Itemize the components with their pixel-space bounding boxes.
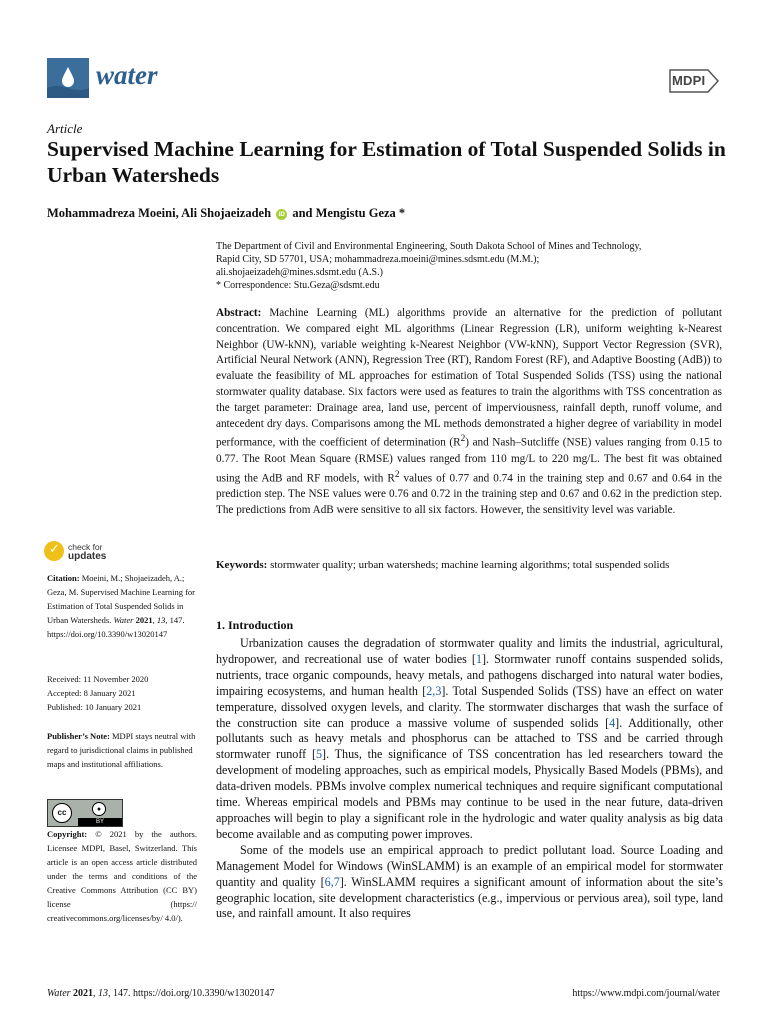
affiliation-line: Rapid City, SD 57701, USA; mohammadreza.moeini@mines.sdsmt.edu (M.M.);	[216, 254, 540, 265]
correspondence: * Correspondence: Stu.Geza@sdsmt.edu	[216, 280, 380, 291]
text: ]. Additionally, other pollutants such as heavy metals and phosphorus can be attached to TSS and be carried through stormwater runoff [	[216, 715, 723, 762]
keywords-text: stormwater quality; urban watersheds; machine learning algorithms; total suspended solids	[267, 559, 670, 571]
reference-link[interactable]: 1	[475, 651, 483, 666]
keywords-label: Keywords:	[216, 559, 268, 571]
affiliation-line: The Department of Civil and Environmental Engineering, South Dakota School of Mines and Technology,	[216, 241, 642, 252]
superscript: 2	[394, 469, 400, 480]
introduction-body	[216, 636, 723, 922]
abstract-label: Abstract:	[216, 307, 262, 319]
check-label: check for	[68, 542, 103, 552]
citation-text: Moeini, M.; Shojaeizadeh, A.; Geza, M. Supervised Machine Learning for Estimation of Total Suspended Solids in Urban Watersheds.	[47, 573, 195, 625]
publisher-note	[47, 729, 197, 771]
copyright-text: © 2021 by the authors. Licensee MDPI, Basel, Switzerland. This article is an open access article distributed under the terms and conditions of the Creative Commons Attribution (CC BY) license (https:// creativecommons.org/licenses/by/ 4.0/).	[47, 829, 197, 923]
citation-block	[47, 571, 197, 641]
abstract-text: Machine Learning (ML) algorithms provide an alternative for the prediction of pollutant concentration. We compared eight ML algorithms (Linear Regression (LR), uniform weighting k-Nearest Neighbor (UW-kNN), variable weighting k-Nearest Neighbor (VW-kNN), Support Vector Regression (SVR), Artificial Neural Network (ANN), Regression Tree (RT), Random Forest (RF), and Adaptive Boosting (AdB)) to evaluate the feasibility of ML approaches for estimation of Total Suspended Solids (TSS) using the national stormwater quality database. Six factors were used as features to train the algorithms with TSS concentration as the target parameter: Drainage area, land use, percent of imperviousness, rainfall depth, runoff volume, and antecedent dry days. Comparisons among the ML methods demonstrated a higher degree of variability in model performance, with the coefficient of determination (R	[216, 307, 722, 450]
received-date: Received: 11 November 2020	[47, 674, 149, 684]
affiliation-line: ali.shojaeizadeh@mines.sdsmt.edu (A.S.)	[216, 267, 383, 278]
abstract-text: ) and Nash–Sutcliffe (NSE) values ranging from 0.15 to 0.77. The Root Mean Square (RMSE) values ranged from 110 mg/L to 220 mg/L. The best fit was obtained using the AdB and RF models, with R	[216, 437, 723, 485]
footer-doi[interactable]: , 147. https://doi.org/10.3390/w13020147	[108, 988, 275, 999]
pubnote-label: Publisher’s Note:	[47, 731, 110, 741]
citation-year: 2021	[133, 615, 153, 625]
author-list	[47, 206, 405, 221]
author-names-last: and Mengistu Geza *	[292, 206, 406, 220]
journal-logo	[47, 58, 89, 98]
water-drop-icon	[47, 58, 89, 98]
superscript: 2	[460, 434, 466, 445]
footer-journal-url[interactable]: https://www.mdpi.com/journal/water	[572, 988, 720, 999]
abstract-text: values of 0.77 and 0.74 in the training step and 0.67 and 0.64 in the prediction step. The NSE values were 0.76 and 0.72 in the training step and 0.67 and 0.62 in the prediction step. The predictions from AdB were sensitive to all six factors. However, the sensitivity level was variable.	[216, 472, 723, 517]
reference-link[interactable]: 2,3	[426, 683, 442, 698]
copyright-label: Copyright:	[47, 829, 88, 839]
reference-link[interactable]: 4	[609, 715, 616, 730]
footer-journal: Water	[47, 988, 71, 999]
paragraph	[216, 636, 723, 843]
text: ]. Stormwater runoff contains suspended solids, nutrients, trace organic compounds, heavy metals, and pathogens discharged into natural water bodies, impairing ecosystems, and human health [	[216, 651, 724, 698]
footer-volume: , 13	[93, 988, 109, 999]
keywords	[216, 559, 726, 571]
cc-icon: cc	[52, 803, 72, 823]
affiliation-block	[216, 240, 726, 292]
accepted-date: Accepted: 8 January 2021	[47, 688, 136, 698]
cc-license-badge[interactable]	[47, 799, 123, 827]
citation-label: Citation:	[47, 573, 80, 583]
updates-label: updates	[68, 551, 107, 562]
citation-doi[interactable]: , 147. https://doi.org/10.3390/w13020147	[47, 615, 185, 639]
text: Some of the models use an empirical approach to predict pollutant load. Source Loading and Management Model for Windows (WinSLAMM) is an example of an empirical model for stormwater quantity and quality [	[216, 842, 723, 889]
dates-block	[47, 672, 197, 714]
article-title: Supervised Machine Learning for Estimation of Total Suspended Solids in Urban Watersheds	[47, 137, 726, 187]
reference-link[interactable]: 5	[316, 747, 323, 762]
check-for-updates-button[interactable]	[44, 540, 144, 564]
text: Urbanization causes the degradation of stormwater quality and limits the industrial, agricultural, hydropower, and recreational use of water bodies [	[216, 636, 723, 666]
section-heading: 1. Introduction	[216, 618, 294, 632]
publisher-logo[interactable]	[668, 66, 722, 96]
orcid-icon[interactable]: iD	[276, 209, 287, 220]
text: ]. Total Suspended Solids (TSS) have an effect on water temperature, dissolved oxygen levels, and clarity. The stormwater discharges that wash the surface of the construction site can produce a massive volume of suspended solids [	[216, 683, 723, 730]
text: ]. Thus, the significance of TSS concentration has led researchers toward the development of modeling approaches, such as empirical models, Physically Based Models (PBMs), and data-driven models. PBMs involve complex numerical techniques and require significant computational time. Whereas empirical models and PBMs may continue to be used in the near future, data-driven approaches will begin to play a significant role in the hydrologic and water quality analysis as big data become available and as computing power improves.	[216, 747, 723, 841]
footer-citation	[47, 988, 275, 999]
pubnote-text: MDPI stays neutral with regard to jurisdictional claims in published maps and institutional affiliations.	[47, 731, 196, 769]
journal-name: water	[96, 60, 158, 90]
reference-link[interactable]: 6,7	[324, 874, 340, 889]
by-label: BY	[78, 818, 122, 826]
footer-year: 2021	[70, 988, 94, 999]
published-date: Published: 10 January 2021	[47, 702, 142, 712]
person-icon: ●	[92, 802, 106, 816]
citation-journal: Water	[113, 615, 134, 625]
copyright-block	[47, 827, 197, 925]
article-type: Article	[47, 121, 83, 136]
text: ]. WinSLAMM requires a significant amount of information about the site’s geographic location, site development characteristics (e.g., impervious or pervious area), soil type, land use, and rainfall amount. It also requires	[216, 874, 723, 921]
citation-volume: , 13	[152, 615, 166, 625]
abstract	[216, 306, 722, 519]
author-names: Mohammadreza Moeini, Ali Shojaeizadeh	[47, 206, 272, 220]
publisher-name: MDPI	[672, 73, 706, 88]
check-circle-icon: ✓	[44, 541, 64, 561]
paragraph	[216, 843, 723, 923]
